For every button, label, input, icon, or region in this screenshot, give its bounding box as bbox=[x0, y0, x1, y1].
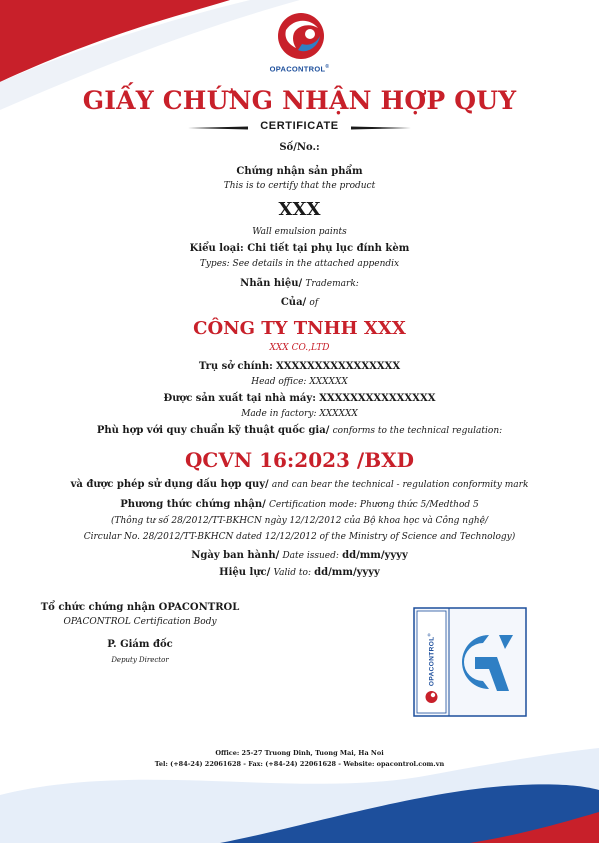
page-title: GIẤY CHỨNG NHẬN HỢP QUY bbox=[82, 86, 517, 115]
certification-body bbox=[40, 602, 240, 664]
footer-contact: Tel: (+84-24) 22061628 - Fax: (+84-24) 22061628 - Website: opacontrol.com.vn bbox=[154, 760, 445, 768]
product-description: Wall emulsion paints bbox=[252, 227, 347, 237]
head-office-vi: Trụ sở chính: XXXXXXXXXXXXXXXX bbox=[198, 361, 401, 372]
product-name: XXX bbox=[278, 199, 321, 220]
types-vi: Kiểu loại: Chi tiết tại phụ lục đính kèm bbox=[189, 243, 410, 254]
signer-vi: P. Giám đốc bbox=[107, 639, 173, 650]
head-office-en: Head office: XXXXXX bbox=[251, 377, 348, 387]
conformity-mark-stamp bbox=[413, 607, 527, 717]
certificate-subtitle: CERTIFICATE bbox=[260, 120, 339, 132]
conforms-line: Phù hợp với quy chuẩn kỹ thuật quốc gia/ conforms to the technical regulation: bbox=[96, 425, 503, 436]
valid-line: Hiệu lực/ Valid to: dd/mm/yyyy bbox=[219, 567, 380, 578]
mode-line: Phương thức chứng nhận/ Certification mode: Phương thức 5/Medthod 5 bbox=[120, 499, 479, 510]
certify-en: This is to certify that the product bbox=[223, 181, 376, 191]
brand-name: OPACONTROL® bbox=[269, 64, 330, 74]
of-line: Của/ of bbox=[280, 297, 319, 308]
body-vi: Tổ chức chứng nhận OPACONTROL bbox=[40, 602, 240, 613]
circular-en: Circular No. 28/2012/TT-BKHCN dated 12/12/2012 of the Ministry of Science and Technology) bbox=[83, 532, 516, 542]
circular-vi: (Thông tư số 28/2012/TT-BKHCN ngày 12/12/2012 của Bộ khoa học và Công nghệ/ bbox=[110, 516, 488, 526]
regulation-code: QCVN 16:2023 /BXD bbox=[184, 448, 414, 472]
mark-line: và được phép sử dụng dấu hợp quy/ and can bear the technical - regulation conformity mark bbox=[70, 479, 529, 490]
certify-vi: Chứng nhận sản phẩm bbox=[236, 166, 363, 177]
opacontrol-logo bbox=[276, 10, 326, 62]
signer-en: Deputy Director bbox=[111, 656, 169, 664]
types-en: Types: See details in the attached appendix bbox=[199, 259, 400, 269]
factory-en: Made in factory: XXXXXX bbox=[241, 409, 358, 419]
company-name-vi: CÔNG TY TNHH XXX bbox=[193, 318, 406, 339]
number-label: Số/No.: bbox=[279, 142, 320, 153]
trademark-line: Nhãn hiệu/ Trademark: bbox=[240, 278, 359, 289]
footer-office: Office: 25-27 Truong Dinh, Tuong Mai, Ha Noi bbox=[215, 749, 384, 757]
company-name-en: XXX CO.,LTD bbox=[269, 343, 330, 353]
issued-line: Ngày ban hành/ Date issued: dd/mm/yyyy bbox=[191, 550, 408, 561]
body-en: OPACONTROL Certification Body bbox=[63, 617, 217, 627]
certificate-banner bbox=[0, 120, 599, 136]
factory-vi: Được sản xuất tại nhà máy: XXXXXXXXXXXXXXX bbox=[163, 393, 436, 404]
stamp-brand: OPACONTROL® bbox=[426, 633, 436, 687]
